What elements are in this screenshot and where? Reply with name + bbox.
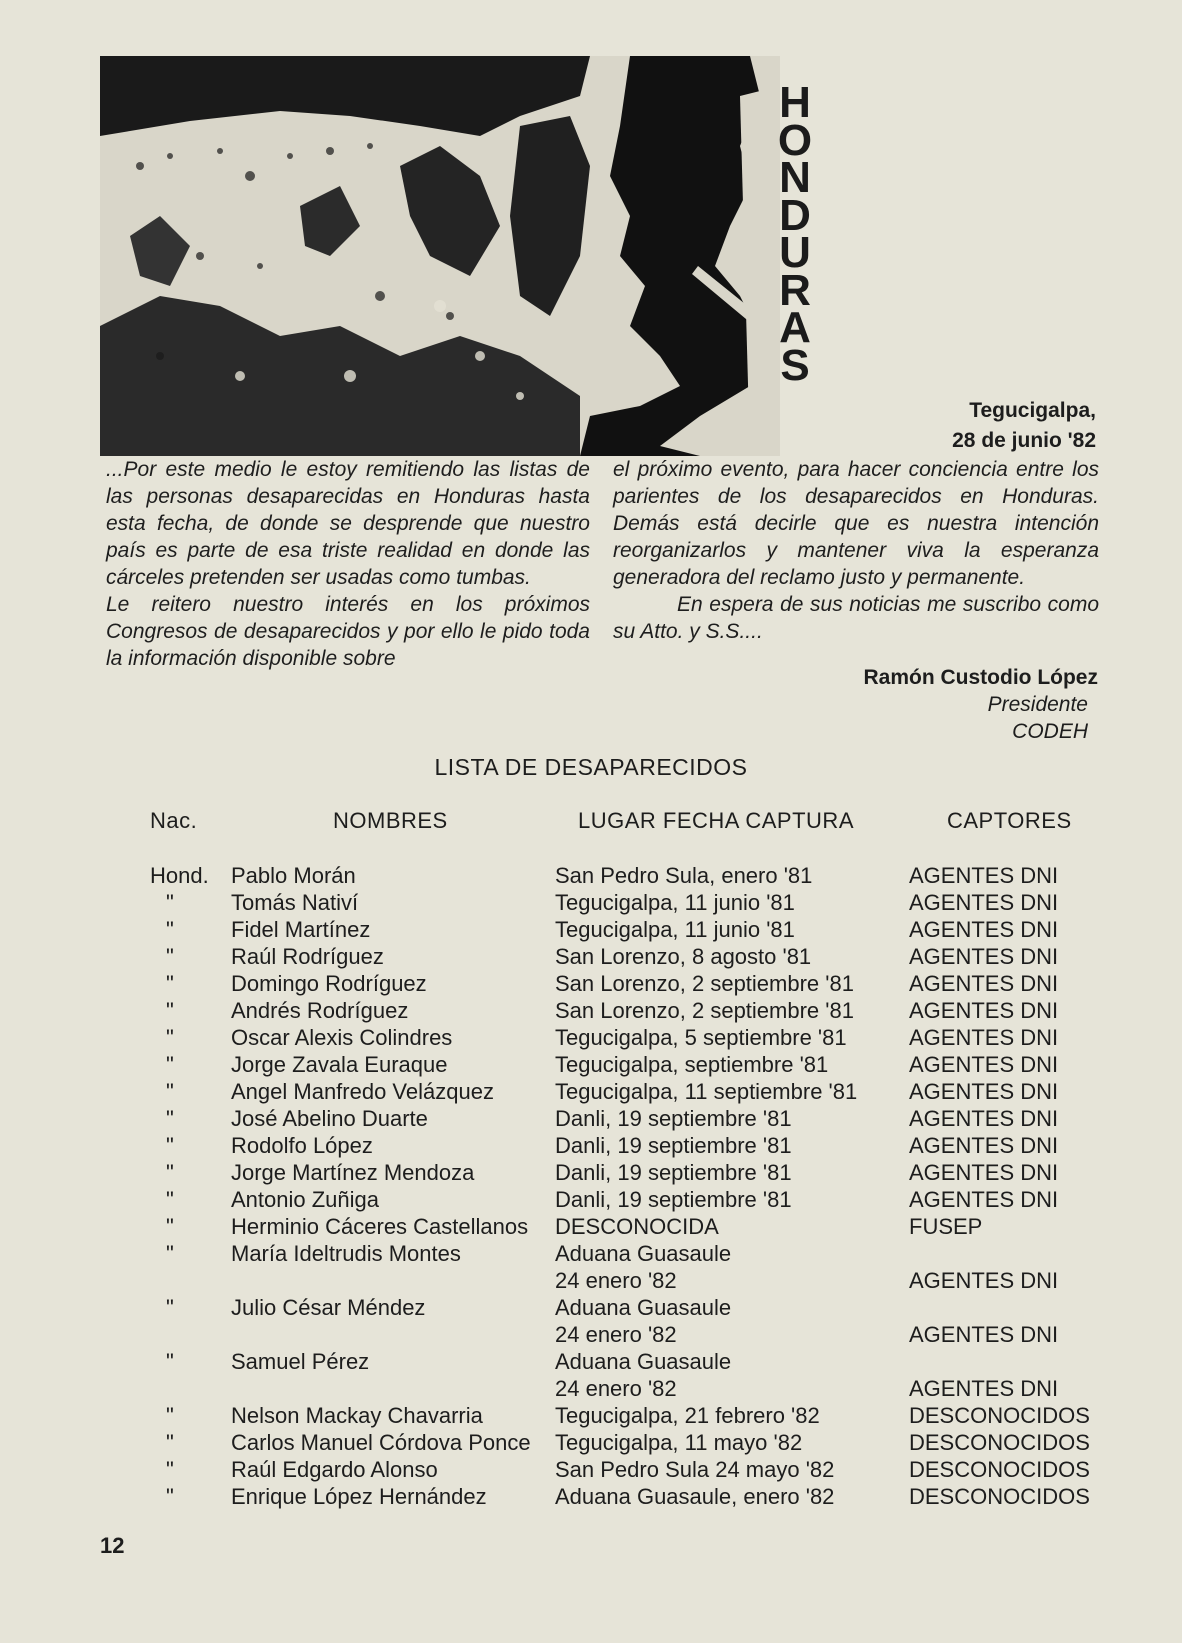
captor-cell: AGENTES DNI xyxy=(909,971,1059,996)
place-date-cell: DESCONOCIDA xyxy=(555,1214,719,1239)
table-row xyxy=(0,1159,1182,1186)
place-date-cell: San Pedro Sula, enero '81 xyxy=(555,863,813,888)
place-date-cell: Danli, 19 septiembre '81 xyxy=(555,1187,792,1212)
name-cell: Fidel Martínez xyxy=(231,917,371,942)
name-cell: Jorge Martínez Mendoza xyxy=(231,1160,475,1185)
place-date-cell xyxy=(555,1294,731,1348)
title-letter: U xyxy=(779,228,811,277)
captor-cell: AGENTES DNI xyxy=(909,1106,1059,1131)
name-cell: Angel Manfredo Velázquez xyxy=(231,1079,494,1104)
title-letter: H xyxy=(779,78,811,127)
nationality-cell: " xyxy=(166,1484,174,1509)
name-cell: Pablo Morán xyxy=(231,863,356,888)
place-line: Aduana Guasaule xyxy=(555,1241,732,1266)
table-row xyxy=(0,1132,1182,1159)
name-cell: Julio César Méndez xyxy=(231,1295,426,1320)
title-letter: R xyxy=(779,265,811,315)
place-date-cell: Tegucigalpa, 21 febrero '82 xyxy=(555,1403,820,1428)
name-cell: Herminio Cáceres Castellanos xyxy=(231,1214,529,1239)
captor-cell: DESCONOCIDOS xyxy=(909,1484,1090,1509)
name-cell: Raúl Edgardo Alonso xyxy=(231,1457,438,1482)
column-header-captores: CAPTORES xyxy=(947,808,1072,833)
table-row xyxy=(0,1213,1182,1240)
dateline-date: 28 de junio '82 xyxy=(952,429,1096,452)
photo-graphic xyxy=(100,56,780,456)
table-row xyxy=(0,1456,1182,1483)
name-cell: Oscar Alexis Colindres xyxy=(231,1025,453,1050)
place-date-cell: San Lorenzo, 8 agosto '81 xyxy=(555,944,812,969)
title-letter: S xyxy=(780,340,810,390)
nationality-cell: " xyxy=(166,944,174,969)
name-cell: José Abelino Duarte xyxy=(231,1106,428,1131)
nationality-cell: " xyxy=(166,971,174,996)
captor-cell: AGENTES DNI xyxy=(909,1079,1059,1104)
name-cell: Rodolfo López xyxy=(231,1133,373,1158)
place-date-cell xyxy=(555,1240,731,1294)
table-row xyxy=(0,889,1182,916)
table-row xyxy=(0,862,1182,889)
name-cell: Nelson Mackay Chavarria xyxy=(231,1403,483,1428)
table-row xyxy=(0,1051,1182,1078)
place-date-cell: Tegucigalpa, 11 junio '81 xyxy=(555,890,795,915)
place-date-cell: San Lorenzo, 2 septiembre '81 xyxy=(555,998,854,1023)
column-header-nombres: NOMBRES xyxy=(333,808,448,833)
signature-org: CODEH xyxy=(1012,720,1088,743)
captor-cell: AGENTES DNI xyxy=(909,1160,1059,1185)
letter-paragraph: el próximo evento, para hacer conciencia entre los parientes de los desaparecidos en Honduras. Demás está decirle que es nuestra intención reorganizarlos y mantener viva la esperanza generadora del reclamo justo y permanente. xyxy=(613,458,1099,589)
place-date-cell: Danli, 19 septiembre '81 xyxy=(555,1160,792,1185)
captor-cell: DESCONOCIDOS xyxy=(909,1457,1090,1482)
name-cell: Domingo Rodríguez xyxy=(231,971,427,996)
place-date-cell: Tegucigalpa, septiembre '81 xyxy=(555,1052,829,1077)
letter-paragraph: ...Por este medio le estoy remitiendo las listas de las personas desaparecidas en Honduras hasta esta fecha, de donde se desprende que nuestro país es parte de esa triste realidad en donde las cárceles pretenden ser usadas como tumbas. xyxy=(106,458,590,589)
captor-cell: AGENTES DNI xyxy=(909,1133,1059,1158)
table-row xyxy=(0,1483,1182,1510)
table-row xyxy=(0,1078,1182,1105)
nationality-cell: " xyxy=(166,917,174,942)
captor-cell: AGENTES DNI xyxy=(909,863,1059,888)
captor-cell: AGENTES DNI xyxy=(909,1376,1059,1401)
captor-cell: AGENTES DNI xyxy=(909,998,1059,1023)
captor-cell: AGENTES DNI xyxy=(909,1322,1059,1347)
halftone-photo xyxy=(100,56,780,456)
nationality-cell: " xyxy=(166,1025,174,1050)
nationality-cell: " xyxy=(166,1187,174,1212)
table-row xyxy=(0,916,1182,943)
date-line: 24 enero '82 xyxy=(555,1376,677,1401)
dateline xyxy=(952,396,1096,456)
date-line: 24 enero '82 xyxy=(555,1322,677,1347)
nationality-cell: " xyxy=(166,1430,174,1455)
country-title xyxy=(770,78,820,390)
captor-cell: DESCONOCIDOS xyxy=(909,1430,1090,1455)
nationality-cell: " xyxy=(166,1133,174,1158)
letter-paragraph: En espera de sus noticias me suscribo como su Atto. y S.S.... xyxy=(613,593,1099,643)
name-cell: Carlos Manuel Córdova Ponce xyxy=(231,1430,531,1455)
title-letter: O xyxy=(777,115,813,165)
name-cell: Antonio Zuñiga xyxy=(231,1187,379,1212)
disappeared-list xyxy=(0,862,1182,1510)
place-date-cell: Tegucigalpa, 11 septiembre '81 xyxy=(555,1079,858,1104)
place-date-cell: Aduana Guasaule, enero '82 xyxy=(555,1484,835,1509)
place-date-cell: San Lorenzo, 2 septiembre '81 xyxy=(555,971,854,996)
captor-cell: AGENTES DNI xyxy=(909,1268,1059,1293)
column-header-lugar: LUGAR FECHA CAPTURA xyxy=(578,808,854,833)
title-letter: D xyxy=(779,190,811,240)
nationality-cell: Hond. xyxy=(150,863,209,888)
place-date-cell: Tegucigalpa, 5 septiembre '81 xyxy=(555,1025,847,1050)
letter-paragraph: Le reitero nuestro interés en los próximos Congresos de desaparecidos y por ello le pido toda la información disponible sobre xyxy=(106,593,590,670)
nationality-cell: " xyxy=(166,890,174,915)
name-cell: Jorge Zavala Euraque xyxy=(231,1052,448,1077)
name-cell: María Ideltrudis Montes xyxy=(231,1241,461,1266)
nationality-cell: " xyxy=(166,1457,174,1482)
letter-right-column xyxy=(613,456,1099,645)
name-cell: Raúl Rodríguez xyxy=(231,944,384,969)
captor-cell: FUSEP xyxy=(909,1214,983,1239)
captor-cell: AGENTES DNI xyxy=(909,944,1059,969)
place-date-cell xyxy=(555,1348,731,1402)
captor-cell: AGENTES DNI xyxy=(909,1025,1059,1050)
date-line: 24 enero '82 xyxy=(555,1268,677,1293)
nationality-cell: " xyxy=(166,1403,174,1428)
nationality-cell: " xyxy=(166,1214,174,1239)
nationality-cell: " xyxy=(166,1079,174,1104)
name-cell: Andrés Rodríguez xyxy=(231,998,409,1023)
page-number: 12 xyxy=(100,1533,125,1558)
place-date-cell: San Pedro Sula 24 mayo '82 xyxy=(555,1457,835,1482)
place-line: Aduana Guasaule xyxy=(555,1295,732,1320)
captor-cell: AGENTES DNI xyxy=(909,1052,1059,1077)
nationality-cell: " xyxy=(166,1295,174,1320)
place-date-cell: Tegucigalpa, 11 junio '81 xyxy=(555,917,795,942)
title-letter: N xyxy=(779,153,811,202)
table-row xyxy=(0,1240,1182,1294)
nationality-cell: " xyxy=(166,1241,174,1266)
table-row xyxy=(0,970,1182,997)
name-cell: Tomás Nativí xyxy=(231,890,359,915)
title-letter: A xyxy=(779,303,811,352)
name-cell: Samuel Pérez xyxy=(231,1349,370,1374)
nationality-cell: " xyxy=(166,998,174,1023)
captor-cell: AGENTES DNI xyxy=(909,917,1059,942)
table-row xyxy=(0,1402,1182,1429)
table-row xyxy=(0,1348,1182,1402)
nationality-cell: " xyxy=(166,1349,174,1374)
name-cell: Enrique López Hernández xyxy=(231,1484,487,1509)
table-row xyxy=(0,1105,1182,1132)
place-date-cell: Tegucigalpa, 11 mayo '82 xyxy=(555,1430,803,1455)
table-row xyxy=(0,1294,1182,1348)
dateline-city: Tegucigalpa, xyxy=(969,399,1096,422)
nationality-cell: " xyxy=(166,1160,174,1185)
letter-left-column xyxy=(106,456,590,672)
signature-block xyxy=(864,664,1099,745)
place-date-cell: Danli, 19 septiembre '81 xyxy=(555,1106,792,1131)
nationality-cell: " xyxy=(166,1106,174,1131)
table-row xyxy=(0,1429,1182,1456)
captor-cell: AGENTES DNI xyxy=(909,890,1059,915)
signature-title: Presidente xyxy=(987,693,1088,716)
nationality-cell: " xyxy=(166,1052,174,1077)
list-title: LISTA DE DESAPARECIDOS xyxy=(434,754,748,780)
table-row xyxy=(0,1186,1182,1213)
table-row xyxy=(0,943,1182,970)
signature-name: Ramón Custodio López xyxy=(863,666,1098,689)
table-row xyxy=(0,1024,1182,1051)
place-line: Aduana Guasaule xyxy=(555,1349,732,1374)
captor-cell: AGENTES DNI xyxy=(909,1187,1059,1212)
column-header-nac: Nac. xyxy=(150,808,198,833)
captor-cell: DESCONOCIDOS xyxy=(909,1403,1090,1428)
place-date-cell: Danli, 19 septiembre '81 xyxy=(555,1133,792,1158)
table-row xyxy=(0,997,1182,1024)
